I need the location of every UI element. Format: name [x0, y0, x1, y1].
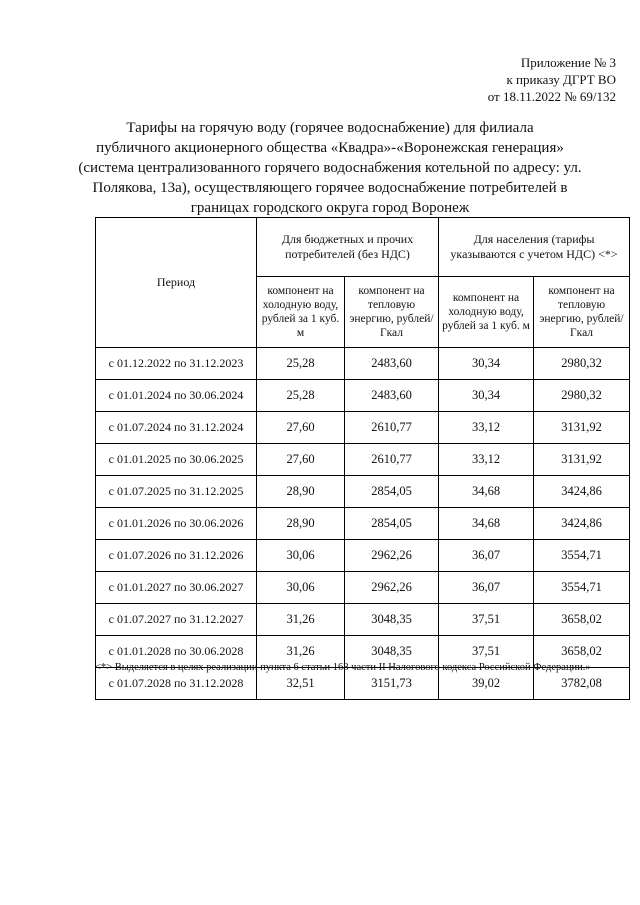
population-heat-cell: 3658,02	[534, 604, 630, 636]
population-heat-cell: 3554,71	[534, 540, 630, 572]
budget-cold-water-cell: 31,26	[257, 636, 345, 668]
tariff-table-body	[96, 348, 630, 700]
population-heat-cell: 3424,86	[534, 476, 630, 508]
document-title	[70, 118, 590, 218]
population-cold-water-cell: 37,51	[439, 636, 534, 668]
budget-heat-cell: 2962,26	[345, 572, 439, 604]
title-line-4: Полякова, 13а), осуществляющего горячее водоснабжение потребителей в	[92, 180, 568, 196]
population-cold-water-cell: 30,34	[439, 380, 534, 412]
population-heat-cell: 3782,08	[534, 668, 630, 700]
budget-cold-water-cell: 28,90	[257, 476, 345, 508]
period-cell: с 01.01.2025 по 30.06.2025	[96, 444, 257, 476]
period-cell: с 01.01.2028 по 30.06.2028	[96, 636, 257, 668]
period-cell: с 01.12.2022 по 31.12.2023	[96, 348, 257, 380]
population-cold-water-cell: 33,12	[439, 412, 534, 444]
budget-cold-water-cell: 27,60	[257, 444, 345, 476]
budget-cold-water-cell: 27,60	[257, 412, 345, 444]
budget-heat-cell: 2854,05	[345, 508, 439, 540]
title-line-1: Тарифы на горячую воду (горячее водоснабжение) для филиала	[126, 120, 534, 136]
period-cell: с 01.07.2026 по 31.12.2026	[96, 540, 257, 572]
period-cell: с 01.01.2027 по 30.06.2027	[96, 572, 257, 604]
population-header: Для населения (тарифы указываются с учетом НДС) <*>	[439, 218, 630, 277]
budget-cold-water-cell: 31,26	[257, 604, 345, 636]
budget-cold-water-cell: 25,28	[257, 348, 345, 380]
budget-heat-cell: 2962,26	[345, 540, 439, 572]
budget-cold-water-cell: 30,06	[257, 572, 345, 604]
budget-heat-cell: 3151,73	[345, 668, 439, 700]
population-heat-cell: 3424,86	[534, 508, 630, 540]
table-row	[96, 508, 630, 540]
budget-consumers-header: Для бюджетных и прочих потребителей (без НДС)	[257, 218, 439, 277]
population-cold-water-cell: 39,02	[439, 668, 534, 700]
population-heat-cell: 3131,92	[534, 412, 630, 444]
budget-heat-header: компонент на тепловую энергию, рублей/Гкал	[345, 277, 439, 348]
period-header: Период	[96, 218, 257, 348]
table-row	[96, 348, 630, 380]
tariff-table	[95, 217, 630, 700]
budget-cold-water-cell: 28,90	[257, 508, 345, 540]
budget-heat-cell: 2610,77	[345, 412, 439, 444]
population-cold-water-cell: 37,51	[439, 604, 534, 636]
population-cold-water-cell: 36,07	[439, 540, 534, 572]
annex-reference	[316, 54, 616, 105]
period-cell: с 01.07.2027 по 31.12.2027	[96, 604, 257, 636]
population-heat-cell: 3131,92	[534, 444, 630, 476]
period-cell: с 01.07.2025 по 31.12.2025	[96, 476, 257, 508]
table-row	[96, 412, 630, 444]
population-heat-cell: 2980,32	[534, 348, 630, 380]
budget-cold-water-cell: 25,28	[257, 380, 345, 412]
table-row	[96, 476, 630, 508]
population-cold-water-cell: 34,68	[439, 508, 534, 540]
table-row	[96, 444, 630, 476]
annex-order: к приказу ДГРТ ВО	[506, 72, 616, 87]
budget-heat-cell: 3048,35	[345, 636, 439, 668]
title-line-2: публичного акционерного общества «Квадра»-«Воронежская генерация»	[96, 140, 564, 156]
period-cell: с 01.01.2026 по 30.06.2026	[96, 508, 257, 540]
population-heat-cell: 2980,32	[534, 380, 630, 412]
budget-heat-cell: 2610,77	[345, 444, 439, 476]
budget-cold-water-header: компонент на холодную воду, рублей за 1 куб. м	[257, 277, 345, 348]
period-cell: с 01.07.2024 по 31.12.2024	[96, 412, 257, 444]
population-heat-header: компонент на тепловую энергию, рублей/Гкал	[534, 277, 630, 348]
title-line-3: (система централизованного горячего водоснабжения котельной по адресу: ул.	[78, 160, 582, 176]
table-row	[96, 540, 630, 572]
population-cold-water-cell: 36,07	[439, 572, 534, 604]
population-heat-cell: 3658,02	[534, 636, 630, 668]
budget-cold-water-cell: 32,51	[257, 668, 345, 700]
title-line-5: границах городского округа город Воронеж	[190, 200, 470, 216]
population-heat-cell: 3554,71	[534, 572, 630, 604]
annex-number: Приложение № 3	[520, 55, 616, 70]
budget-heat-cell: 2483,60	[345, 348, 439, 380]
population-cold-water-cell: 34,68	[439, 476, 534, 508]
table-row	[96, 572, 630, 604]
population-cold-water-header: компонент на холодную воду, рублей за 1 куб. м	[439, 277, 534, 348]
table-row	[96, 604, 630, 636]
footnote: <*> Выделяется в целях реализации пункта 6 статьи 168 части II Налогового кодекса Российской Федерации.»	[95, 662, 591, 673]
population-cold-water-cell: 33,12	[439, 444, 534, 476]
budget-heat-cell: 2854,05	[345, 476, 439, 508]
population-cold-water-cell: 30,34	[439, 348, 534, 380]
period-cell: с 01.07.2028 по 31.12.2028	[96, 668, 257, 700]
period-cell: с 01.01.2024 по 30.06.2024	[96, 380, 257, 412]
budget-heat-cell: 3048,35	[345, 604, 439, 636]
budget-heat-cell: 2483,60	[345, 380, 439, 412]
table-row	[96, 380, 630, 412]
budget-cold-water-cell: 30,06	[257, 540, 345, 572]
annex-date: от 18.11.2022 № 69/132	[487, 89, 616, 104]
